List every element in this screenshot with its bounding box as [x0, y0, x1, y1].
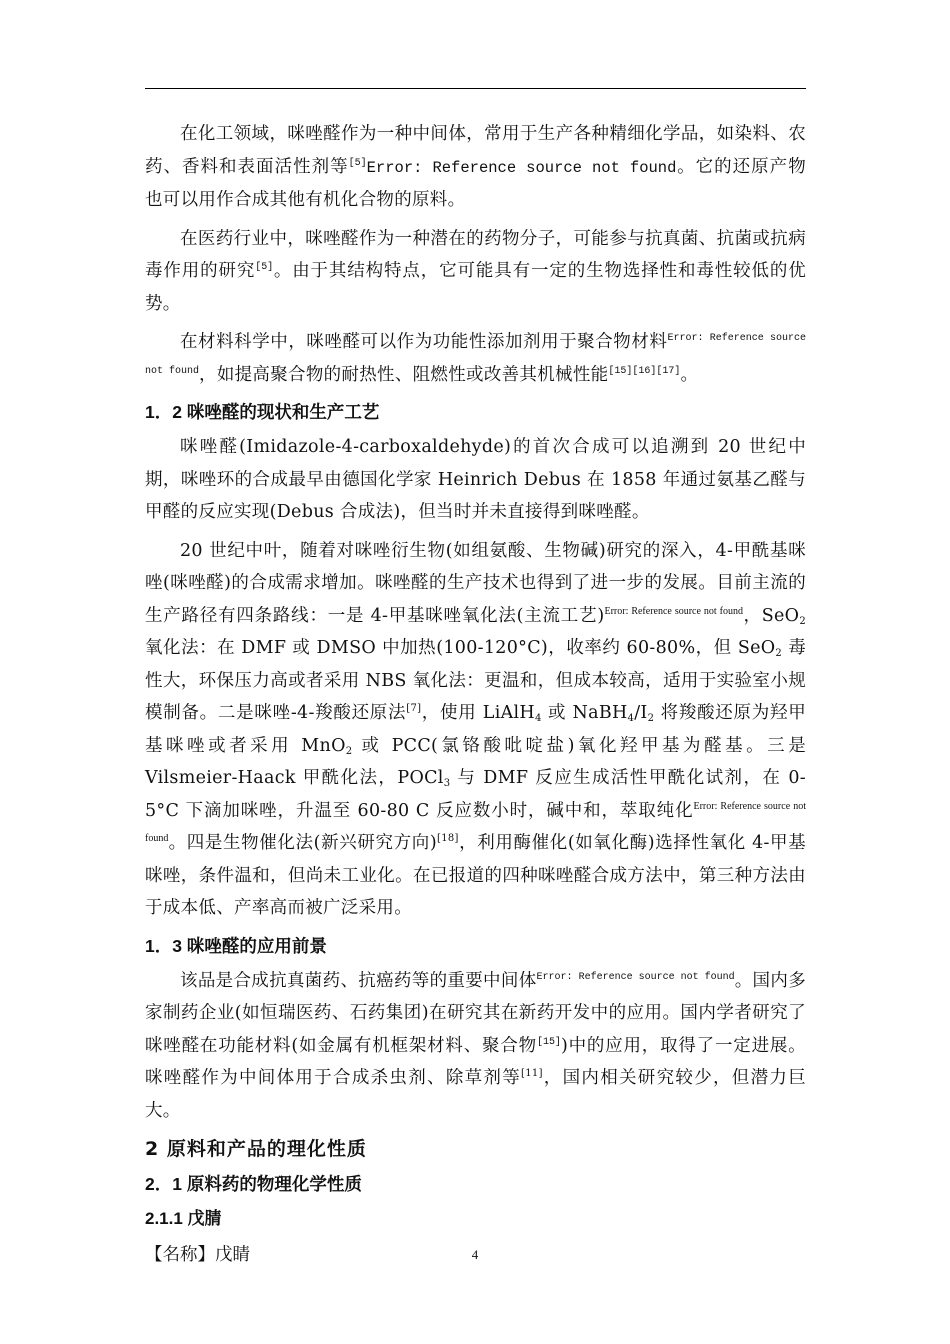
subscript: 4 — [627, 713, 635, 724]
citation: [11] — [521, 1068, 543, 1079]
text-run: )中的应用，取得了一定进展。咪唑醛作为中间体用于合成杀虫剂、除草剂等 — [145, 1035, 806, 1088]
text-run: 。由于其结构特点，它可能具有一定的生物选择性和毒性较低的优势。 — [145, 261, 806, 314]
text-run: 在材料科学中，咪唑醛可以作为功能性添加剂用于聚合物材料 — [180, 332, 668, 352]
subscript: 3 — [443, 778, 451, 789]
reference-error: Error: Reference source not found — [604, 605, 743, 617]
text-run: 该品是合成抗真菌药、抗癌药等的重要中间体 — [180, 970, 537, 991]
name-line: 【名称】戊睛 — [145, 1245, 250, 1265]
subscript: 2 — [647, 713, 655, 724]
text-run: 。四是生物催化法(新兴研究方向) — [168, 833, 438, 853]
text-run: 氧化法：在 DMF 或 DMSO 中加热(100-120°C)，收率约 60-80%，但 SeO — [145, 638, 776, 658]
text-run: 毒性大，环保压力高或者采用 NBS 氧化法：更温和，但成本较高，适用于实验室小规模制备。二是咪唑-4-羧酸还原法 — [145, 638, 806, 723]
citation: [18] — [437, 833, 459, 844]
paragraph-production-routes — [145, 535, 806, 925]
heading-2-1: 2．1 原料药的物理化学性质 — [145, 1174, 362, 1194]
page-number: 4 — [471, 1247, 479, 1262]
citation: [15] — [536, 1036, 561, 1048]
text-run: 20 世纪中叶，随着对咪唑衍生物(如组氨酸、生物碱)研究的深入，4-甲酰基咪唑(咪唑醛)的合成需求增加。咪唑醛的生产技术也得到了进一步的发展。目前主流的生产路径有四条路线：一是 4-甲基咪唑氧化法(主流工艺) — [145, 540, 806, 626]
citation: [7] — [406, 703, 422, 714]
reference-error: Error: Reference source not found — [366, 158, 677, 177]
reference-error: Error: Reference source not found — [536, 971, 735, 983]
citation: [5] — [255, 262, 274, 273]
heading-2-1-1: 2.1.1 戊腈 — [145, 1209, 222, 1228]
text-run: 。它的还原产物也可以用作合成其他有机化合物的原料。 — [145, 156, 806, 210]
text-run: ，SeO — [742, 605, 800, 626]
text-run: 与 DMF 反应生成活性甲酰化试剂，在 0-5°C 下滴加咪唑，升温至 60-80 C 反应数小时，碱中和，萃取纯化 — [145, 768, 806, 821]
text-run: 或 PCC(氯铬酸吡啶盐)氧化羟甲基为醛基。三是 Vilsmeier-Haack 甲酰化法，POCl — [145, 735, 806, 788]
paragraph-history: 咪唑醛(Imidazole-4-carboxaldehyde)的首次合成可以追溯到 20 世纪中期，咪唑环的合成最早由德国化学家 Heinrich Debus 在 1858 年通过氨基乙醛与甲醛的反应实现(Debus 合成法)，但当时并未直接得到咪唑醛。 — [145, 437, 806, 522]
heading-2: 2 原料和产品的理化性质 — [145, 1138, 367, 1160]
subscript: 4 — [534, 713, 542, 724]
text-run: 。国内多家制药企业(如恒瑞医药、石药集团)在研究其在新药开发中的应用。国内学者研究了咪唑醛在功能材料(如金属有机框架材料、聚合物 — [145, 970, 806, 1056]
paragraph-pharma — [145, 223, 806, 321]
text-run: 。 — [680, 364, 699, 385]
text-run: ，利用酶催化(如氧化酶)选择性氧化 4-甲基咪唑，条件温和，但尚未工业化。在已报道的四种咪唑醛合成方法中，第三种方法由于成本低、产率高而被广泛采用。 — [145, 833, 806, 918]
heading-1-2: 1．2 咪唑醛的现状和生产工艺 — [145, 402, 380, 422]
heading-1-3: 1．3 咪唑醛的应用前景 — [145, 935, 327, 956]
reference-error: Error: Reference source not found — [145, 333, 806, 377]
paragraph-chemical-industry — [145, 118, 806, 217]
reference-error: Error: Reference source not found — [145, 800, 807, 844]
subscript: 2 — [775, 648, 783, 659]
citation: [5] — [348, 157, 367, 169]
text-run: 在医药行业中，咪唑醛作为一种潜在的药物分子，可能参与抗真菌、抗菌或抗病毒作用的研究 — [145, 228, 806, 281]
text-run: 将羧酸还原为羟甲基咪唑或者采用 MnO — [145, 703, 807, 756]
paragraph-materials — [145, 326, 806, 391]
page-body — [145, 118, 806, 1271]
text-run: 或 NaBH — [541, 703, 628, 723]
header-rule — [145, 88, 806, 89]
paragraph-outlook — [145, 965, 806, 1128]
text-run: /I — [634, 703, 648, 723]
text-run: ，如提高聚合物的耐热性、阻燃性或改善其机械性能 — [199, 364, 609, 385]
text-run: ，国内相关研究较少，但潜力巨大。 — [145, 1068, 807, 1121]
subscript: 2 — [345, 745, 353, 757]
subscript: 2 — [799, 615, 806, 627]
text-run: 在化工领域，咪唑醛作为一种中间体，常用于生产各种精细化学品，如染料、农药、香料和表面活性剂等 — [145, 124, 806, 177]
text-run: ，使用 LiAlH — [421, 703, 535, 723]
citation: [15][16][17] — [608, 365, 681, 377]
